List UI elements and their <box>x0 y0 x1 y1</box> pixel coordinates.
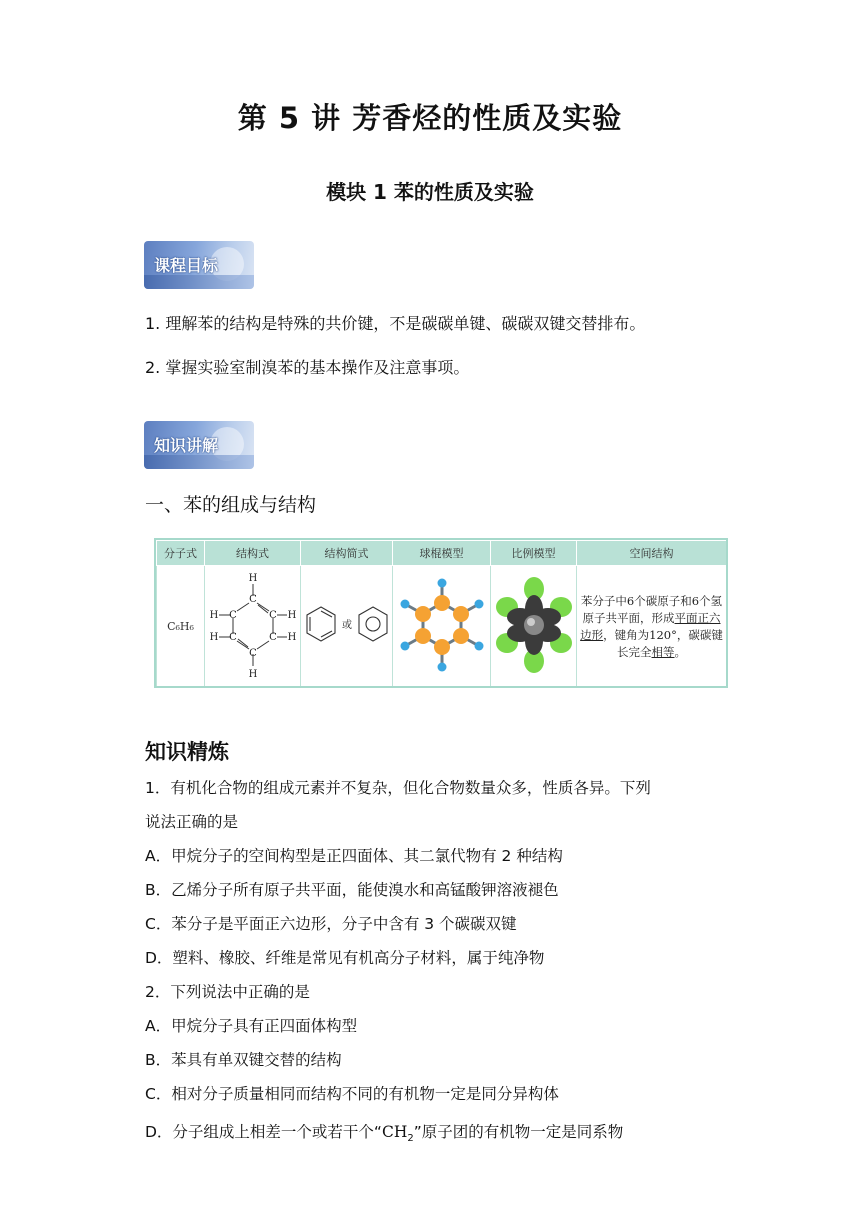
section-heading-benzene-structure: 一、苯的组成与结构 <box>145 494 317 516</box>
option-line: B．苯具有单双键交替的结构 <box>145 1051 342 1069</box>
structural-formula-diagram <box>207 566 299 684</box>
atom-label: C <box>228 632 237 643</box>
benzene-ring-icons <box>303 600 391 650</box>
atom-label: C <box>268 632 277 643</box>
knowledge-badge <box>144 421 254 469</box>
ball-stick-cell <box>393 566 491 688</box>
atom-label: C <box>228 610 237 621</box>
table-header-cell: 球棍模型 <box>393 541 491 566</box>
simplified-formula-cell <box>301 566 393 688</box>
ch2-formula: CH <box>381 1123 408 1141</box>
spatial-desc-underline: 相等 <box>651 644 675 659</box>
benzene-structure-table <box>156 540 727 688</box>
or-label: 或 <box>341 620 352 631</box>
table-row <box>157 566 727 688</box>
goal-item-1: 1. 理解苯的结构是特殊的共价键，不是碳碳单键、碳碳双键交替排布。 <box>145 314 646 333</box>
atom-label: H <box>248 573 257 584</box>
question-line: 2．下列说法中正确的是 <box>145 983 310 1001</box>
option-line-last <box>145 1121 623 1150</box>
atom-label: H <box>248 669 257 680</box>
structural-formula-cell <box>205 566 301 688</box>
table-header-cell: 比例模型 <box>491 541 577 566</box>
question-line: 1．有机化合物的组成元素并不复杂，但化合物数量众多，性质各异。下列 <box>145 779 651 797</box>
practice-heading: 知识精炼 <box>145 740 229 764</box>
goal-item-2: 2. 掌握实验室制溴苯的基本操作及注意事项。 <box>145 358 470 377</box>
module-subtitle: 模块 1 苯的性质及实验 <box>326 180 534 204</box>
spatial-desc-part: 苯分子中6个碳原子和6个氢原子共平面，形成 <box>580 593 723 625</box>
atom-label: C <box>248 594 257 605</box>
option-line: C．相对分子质量相同而结构不同的有机物一定是同分异构体 <box>145 1085 559 1103</box>
ch2-subscript: 2 <box>407 1133 414 1145</box>
table-header-cell: 结构简式 <box>301 541 393 566</box>
atom-label: H <box>287 610 296 621</box>
spatial-desc-part: 。 <box>674 644 686 659</box>
option-line: D．塑料、橡胶、纤维是常见有机高分子材料，属于纯净物 <box>145 949 545 967</box>
option-line: A．甲烷分子具有正四面体构型 <box>145 1017 358 1035</box>
table-header-row <box>157 541 727 566</box>
spatial-desc-underline: 平面正六边形 <box>580 610 721 642</box>
atom-label: C <box>248 648 257 659</box>
course-goals-label: 课程目标 <box>154 256 219 275</box>
option-line: C．苯分子是平面正六边形，分子中含有 3 个碳碳双键 <box>145 915 517 933</box>
option-d-suffix: ”原子团的有机物一定是同系物 <box>413 1123 624 1141</box>
spatial-structure-cell <box>577 566 727 688</box>
table-header-cell: 结构式 <box>205 541 301 566</box>
ball-and-stick-model <box>396 573 488 677</box>
question-line: 说法正确的是 <box>145 813 239 831</box>
option-line: A．甲烷分子的空间构型是正四面体、其二氯代物有 2 种结构 <box>145 847 563 865</box>
option-d-prefix: D．分子组成上相差一个或若干个“ <box>145 1123 382 1141</box>
option-line: B．乙烯分子所有原子共平面，能使溴水和高锰酸钾溶液褪色 <box>145 881 559 899</box>
molecular-formula: C₆H₆ <box>167 620 194 633</box>
space-filling-model <box>494 575 574 675</box>
atom-label: H <box>209 610 218 621</box>
atom-label: H <box>209 632 218 643</box>
table-header-cell: 分子式 <box>157 541 205 566</box>
page-title: 第 5 讲 芳香烃的性质及实验 <box>237 101 623 135</box>
knowledge-label: 知识讲解 <box>154 436 219 455</box>
course-goals-badge <box>144 241 254 289</box>
molecular-formula-cell <box>157 566 205 688</box>
atom-label: H <box>287 632 296 643</box>
spatial-desc-part: ，键角为120°，碳碳键长完全 <box>603 627 723 659</box>
table-header-cell: 空间结构 <box>577 541 727 566</box>
atom-label: C <box>268 610 277 621</box>
space-filling-cell <box>491 566 577 688</box>
